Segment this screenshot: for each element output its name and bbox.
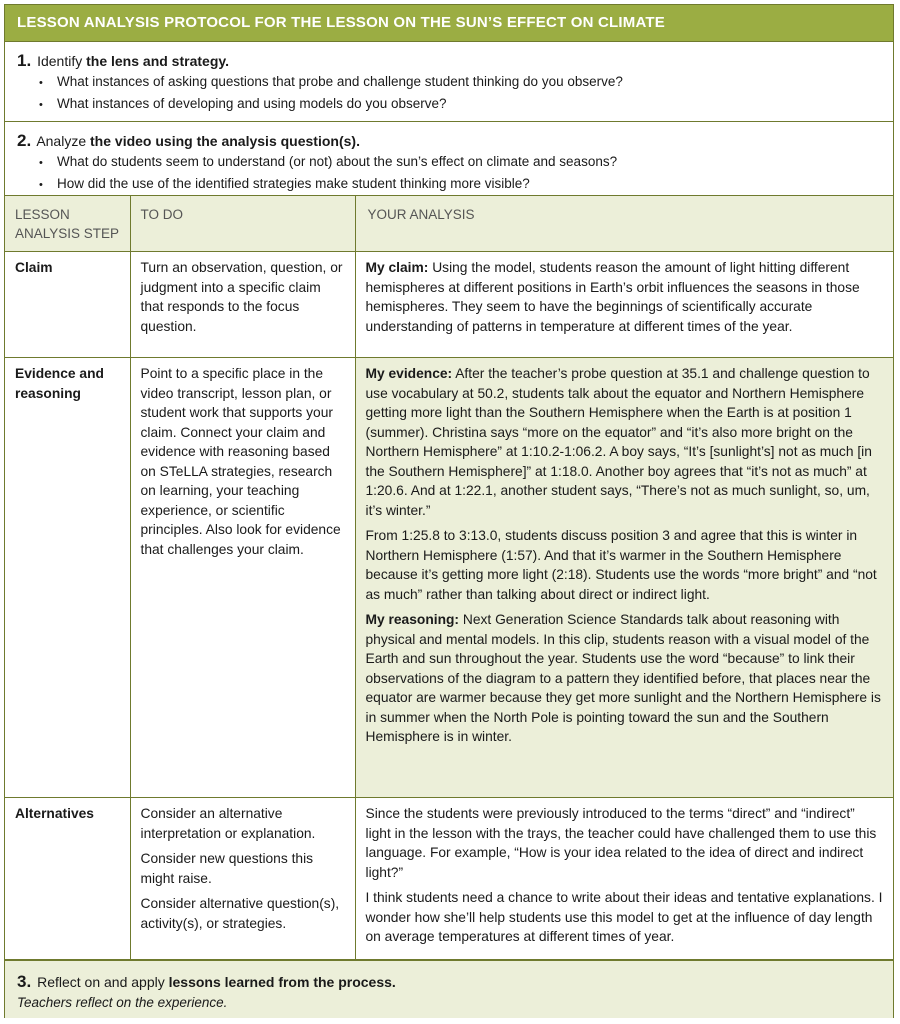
table-row-claim xyxy=(5,252,893,358)
evidence-text: After the teacher’s probe question at 35.1 and challenge question to use vocabulary at 50.2, students talk about the equator and Northern Hemisphere getting more light than the Southern Hemisphere when the Earth is at position 1 (summer). Christina says “more on the equator” and “it’s also more bright on the Northern Hemisphere” at 1:10.2-1:06.2. A boy says, “It’s [sunlight’s] not as much [in the Southern Hemisphere]” at 1:18.0. Another boy agrees that “it’s not as much” at 1:20.6. And at 1:22.1, another student says, “There’s not as much sunlight, so, um, it’s winter.” xyxy=(365,366,872,518)
step-3-note: Teachers reflect on the experience. xyxy=(17,994,228,1010)
step-3-bold: lessons learned from the process. xyxy=(168,973,396,990)
alternatives-todo-item: Consider new questions this might raise. xyxy=(140,851,314,886)
table-row-alternatives xyxy=(5,798,893,960)
step-1-bullet-text: What instances of asking questions that probe and challenge student thinking do you observe? xyxy=(57,74,623,89)
evidence-paragraph-2: From 1:25.8 to 3:13.0, students discuss position 3 and agree that this is winter in Northern Hemisphere (1:57). And that it’s warmer in the Southern Hemisphere because it’s getting more light (2:18). Students use the words “more bright” and “not as much” rather than talking about direct or indirect light. xyxy=(365,528,877,602)
evidence-analysis xyxy=(355,358,893,798)
alternatives-paragraph: I think students need a chance to write about their ideas and tentative explanations. I wonder how she’ll help students use this model to get at the influence of day length on average temperatures at different times of year. xyxy=(365,890,883,944)
alternatives-analysis xyxy=(355,798,893,960)
header-todo: TO DO xyxy=(130,196,355,252)
step-1-bullet xyxy=(39,96,881,114)
evidence-paragraph xyxy=(366,364,884,520)
step-1-bold: the lens and strategy. xyxy=(86,53,230,69)
reasoning-paragraph xyxy=(366,610,884,747)
claim-label: Claim xyxy=(5,252,130,358)
step-2-heading xyxy=(17,131,881,151)
step-3-section xyxy=(5,960,893,1018)
claim-analysis-text: Using the model, students reason the amount of light hitting different hemispheres at different positions in Earth’s orbit influences the seasons in those hemispheres. They seem to have the beginnings of scientifically accurate understanding of patterns in temperature at different times of the year. xyxy=(365,260,860,334)
step-2-lead: Analyze xyxy=(36,133,91,149)
alternatives-todo-item: Consider an alternative interpretation or explanation. xyxy=(140,806,316,841)
protocol-title: LESSON ANALYSIS PROTOCOL FOR THE LESSON ON THE SUN’S EFFECT ON CLIMATE xyxy=(5,5,893,41)
reasoning-text: Next Generation Science Standards talk about reasoning with physical and mental models. In this clip, students reason with a visual model of the Earth and sun throughout the year. Students use the word “because” to link their observations of the diagram to a pattern they identified before, that places near the equator are warmer because they get more sunlight and the Northern Hemisphere is in summer when the North Pole is pointing toward the sun and the Southern Hemisphere is in winter. xyxy=(365,612,881,744)
alternatives-todo-item: Consider alternative question(s), activity(s), or strategies. xyxy=(140,896,340,931)
step-1-bullet-text: What instances of developing and using models do you observe? xyxy=(57,96,447,111)
step-2-number: 2. xyxy=(17,131,32,150)
bullet-icon: • xyxy=(39,157,43,169)
evidence-todo: Point to a specific place in the video transcript, lesson plan, or student work that supports your claim. Connect your claim and evidence with reasoning based on STeLLA strategies, research on learning, your teaching experience, or scientific principles. Also look for evidence that challenges your claim. xyxy=(130,358,355,798)
step-2-bullet xyxy=(39,176,881,194)
step-3-heading xyxy=(17,972,881,992)
evidence-label: Evidence and reasoning xyxy=(5,358,130,798)
step-3-lead: Reflect on and apply xyxy=(37,973,169,990)
alternatives-label: Alternatives xyxy=(5,798,130,960)
header-analysis: YOUR ANALYSIS xyxy=(355,196,893,252)
reasoning-lead: My reasoning: xyxy=(365,612,460,627)
header-step: LESSON ANALYSIS STEP xyxy=(5,196,130,252)
alternatives-todo xyxy=(130,798,355,960)
analysis-table xyxy=(5,195,893,960)
bullet-icon: • xyxy=(39,77,43,89)
table-header-row xyxy=(5,196,893,252)
claim-analysis-lead: My claim: xyxy=(365,260,429,275)
claim-todo: Turn an observation, question, or judgment into a specific claim that responds to the focus question. xyxy=(130,252,355,358)
step-1-number: 1. xyxy=(17,51,32,70)
step-2-bullet-text: What do students seem to understand (or not) about the sun’s effect on climate and seasons? xyxy=(57,154,618,169)
alternatives-paragraph: Since the students were previously introduced to the terms “direct” and “indirect” light in the lesson with the trays, the teacher could have challenged them to use this language. For example, “How is your idea related to the idea of direct and indirect light?” xyxy=(365,806,877,880)
step-1-heading xyxy=(17,51,881,71)
step-2-bullet-text: How did the use of the identified strategies make student thinking more visible? xyxy=(57,176,530,191)
evidence-lead: My evidence: xyxy=(365,366,453,381)
bullet-icon: • xyxy=(39,179,43,191)
table-row-evidence xyxy=(5,358,893,798)
step-3-number: 3. xyxy=(17,971,32,991)
claim-analysis xyxy=(355,252,893,358)
step-1-section xyxy=(5,41,893,121)
step-2-bold: the video using the analysis question(s). xyxy=(90,133,360,149)
step-1-lead: Identify xyxy=(37,53,87,69)
bullet-icon: • xyxy=(39,99,43,111)
step-2-section xyxy=(5,121,893,195)
protocol-frame xyxy=(4,4,894,1018)
step-1-bullet xyxy=(39,74,881,92)
step-2-bullet xyxy=(39,154,881,172)
